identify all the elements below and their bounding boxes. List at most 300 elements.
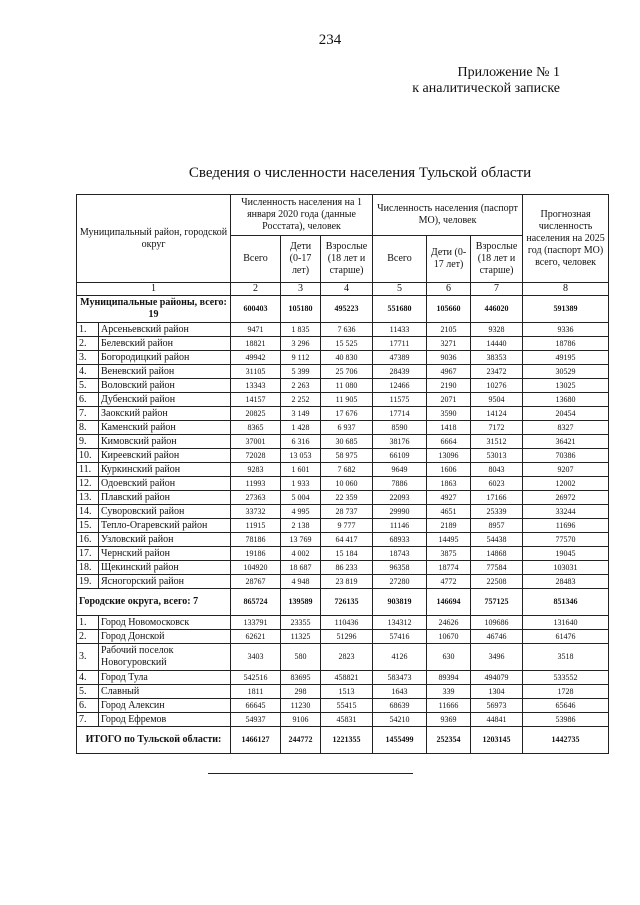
row-value: 1418 — [427, 421, 471, 435]
row-value: 27280 — [373, 575, 427, 589]
row-value: 15 184 — [321, 547, 373, 561]
row-value: 9283 — [231, 463, 281, 477]
row-value: 17714 — [373, 407, 427, 421]
row-value: 11230 — [281, 699, 321, 713]
row-name: Узловский район — [99, 533, 231, 547]
row-name: Ясногорский район — [99, 575, 231, 589]
summary-value: 600403 — [231, 296, 281, 323]
row-value: 8590 — [373, 421, 427, 435]
summary-row — [77, 589, 609, 616]
row-value: 53986 — [523, 713, 609, 727]
row-value: 68933 — [373, 533, 427, 547]
row-value: 17166 — [471, 491, 523, 505]
summary-value: 1221355 — [321, 727, 373, 754]
row-value: 23355 — [281, 616, 321, 630]
row-value: 2 263 — [281, 379, 321, 393]
page-number: 234 — [318, 32, 342, 48]
row-name: Город Донской — [99, 630, 231, 644]
summary-value: 1455499 — [373, 727, 427, 754]
header-passport-children: Дети (0-17 лет) — [427, 236, 471, 283]
row-value: 37001 — [231, 435, 281, 449]
row-value: 28767 — [231, 575, 281, 589]
row-name: Плавский район — [99, 491, 231, 505]
row-value: 583473 — [373, 671, 427, 685]
table-row — [77, 630, 609, 644]
summary-value: 105180 — [281, 296, 321, 323]
row-index: 2. — [77, 630, 99, 644]
table-row — [77, 323, 609, 337]
row-value: 1863 — [427, 477, 471, 491]
table-row — [77, 519, 609, 533]
row-value: 11575 — [373, 393, 427, 407]
row-value: 54210 — [373, 713, 427, 727]
table-row — [77, 463, 609, 477]
column-number: 8 — [523, 283, 609, 296]
row-index: 13. — [77, 491, 99, 505]
table-row — [77, 407, 609, 421]
row-name: Город Новомосковск — [99, 616, 231, 630]
row-value: 51296 — [321, 630, 373, 644]
row-value: 104920 — [231, 561, 281, 575]
summary-value: 495223 — [321, 296, 373, 323]
row-name: Рабочий поселок Новогуровский — [99, 644, 231, 671]
header-rosstat-total: Всего — [231, 236, 281, 283]
row-value: 14124 — [471, 407, 523, 421]
row-value: 6 937 — [321, 421, 373, 435]
row-index: 7. — [77, 407, 99, 421]
row-value: 3403 — [231, 644, 281, 671]
row-name: Арсеньевский район — [99, 323, 231, 337]
row-index: 19. — [77, 575, 99, 589]
row-value: 11146 — [373, 519, 427, 533]
row-value: 19045 — [523, 547, 609, 561]
row-value: 1 428 — [281, 421, 321, 435]
row-value: 533552 — [523, 671, 609, 685]
row-value: 4967 — [427, 365, 471, 379]
appendix-line-1: Приложение № 1 — [457, 65, 560, 80]
row-value: 4 948 — [281, 575, 321, 589]
table-row — [77, 421, 609, 435]
row-value: 13 053 — [281, 449, 321, 463]
row-value: 78186 — [231, 533, 281, 547]
header-forecast: Прогнозная численность населения на 2025 год (паспорт МО) всего, человек — [523, 195, 609, 283]
summary-value: 757125 — [471, 589, 523, 616]
header-district: Муниципальный район, городской округ — [77, 195, 231, 283]
row-value: 11696 — [523, 519, 609, 533]
table-row — [77, 337, 609, 351]
table-row — [77, 644, 609, 671]
row-value: 1 835 — [281, 323, 321, 337]
row-value: 494079 — [471, 671, 523, 685]
row-value: 6023 — [471, 477, 523, 491]
row-value: 3496 — [471, 644, 523, 671]
row-value: 12466 — [373, 379, 427, 393]
row-name: Богородицкий район — [99, 351, 231, 365]
row-value: 4772 — [427, 575, 471, 589]
column-number: 2 — [231, 283, 281, 296]
header-rosstat-group: Численность населения на 1 января 2020 года (данные Росстата), человек — [231, 195, 373, 236]
row-value: 14157 — [231, 393, 281, 407]
row-value: 11915 — [231, 519, 281, 533]
row-value: 46746 — [471, 630, 523, 644]
row-value: 9328 — [471, 323, 523, 337]
table-row — [77, 435, 609, 449]
row-value: 9106 — [281, 713, 321, 727]
row-value: 542516 — [231, 671, 281, 685]
table-row — [77, 449, 609, 463]
summary-value: 1442735 — [523, 727, 609, 754]
row-value: 14495 — [427, 533, 471, 547]
row-name: Город Ефремов — [99, 713, 231, 727]
row-value: 11666 — [427, 699, 471, 713]
row-value: 12002 — [523, 477, 609, 491]
row-value: 62621 — [231, 630, 281, 644]
row-value: 17711 — [373, 337, 427, 351]
row-value: 57416 — [373, 630, 427, 644]
table-row — [77, 491, 609, 505]
appendix-line-2: к аналитической записке — [412, 81, 560, 96]
row-name: Дубенский район — [99, 393, 231, 407]
summary-row — [77, 727, 609, 754]
row-value: 54937 — [231, 713, 281, 727]
summary-value: 244772 — [281, 727, 321, 754]
row-value: 70386 — [523, 449, 609, 463]
row-value: 3 149 — [281, 407, 321, 421]
row-value: 22508 — [471, 575, 523, 589]
row-index: 12. — [77, 477, 99, 491]
row-value: 44841 — [471, 713, 523, 727]
row-value: 1606 — [427, 463, 471, 477]
row-value: 11 080 — [321, 379, 373, 393]
header-passport-total: Всего — [373, 236, 427, 283]
row-name: Веневский район — [99, 365, 231, 379]
row-index: 3. — [77, 644, 99, 671]
row-value: 19186 — [231, 547, 281, 561]
row-name: Белевский район — [99, 337, 231, 351]
row-value: 18743 — [373, 547, 427, 561]
row-value: 25 706 — [321, 365, 373, 379]
row-value: 30529 — [523, 365, 609, 379]
column-number: 3 — [281, 283, 321, 296]
row-value: 3590 — [427, 407, 471, 421]
column-number: 7 — [471, 283, 523, 296]
row-value: 1811 — [231, 685, 281, 699]
row-value: 109686 — [471, 616, 523, 630]
row-value: 20454 — [523, 407, 609, 421]
summary-value: 903819 — [373, 589, 427, 616]
row-value: 4651 — [427, 505, 471, 519]
row-name: Славный — [99, 685, 231, 699]
row-value: 40 830 — [321, 351, 373, 365]
table-row — [77, 671, 609, 685]
header-rosstat-adults: Взрослые (18 лет и старше) — [321, 236, 373, 283]
row-value: 11 905 — [321, 393, 373, 407]
row-value: 3 296 — [281, 337, 321, 351]
table-row — [77, 575, 609, 589]
row-value: 7172 — [471, 421, 523, 435]
row-value: 9336 — [523, 323, 609, 337]
row-value: 10670 — [427, 630, 471, 644]
row-value: 31512 — [471, 435, 523, 449]
row-value: 77570 — [523, 533, 609, 547]
table-row — [77, 616, 609, 630]
summary-value: 252354 — [427, 727, 471, 754]
row-index: 6. — [77, 699, 99, 713]
row-value: 89394 — [427, 671, 471, 685]
column-number: 4 — [321, 283, 373, 296]
summary-label: Городские округа, всего: 7 — [77, 589, 231, 616]
row-value: 31105 — [231, 365, 281, 379]
row-value: 18774 — [427, 561, 471, 575]
summary-value: 851346 — [523, 589, 609, 616]
row-name: Воловский район — [99, 379, 231, 393]
row-value: 18821 — [231, 337, 281, 351]
row-index: 8. — [77, 421, 99, 435]
row-value: 6 316 — [281, 435, 321, 449]
row-value: 1 601 — [281, 463, 321, 477]
row-value: 49942 — [231, 351, 281, 365]
table-row — [77, 713, 609, 727]
row-value: 9 777 — [321, 519, 373, 533]
row-value: 30 685 — [321, 435, 373, 449]
row-value: 4 995 — [281, 505, 321, 519]
row-value: 5 399 — [281, 365, 321, 379]
row-index: 10. — [77, 449, 99, 463]
row-value: 28439 — [373, 365, 427, 379]
row-value: 17 676 — [321, 407, 373, 421]
row-value: 2190 — [427, 379, 471, 393]
row-value: 103031 — [523, 561, 609, 575]
row-value: 96358 — [373, 561, 427, 575]
row-value: 458821 — [321, 671, 373, 685]
summary-value: 139589 — [281, 589, 321, 616]
row-value: 36421 — [523, 435, 609, 449]
row-value: 7 636 — [321, 323, 373, 337]
row-value: 10 060 — [321, 477, 373, 491]
row-value: 13680 — [523, 393, 609, 407]
table-row — [77, 351, 609, 365]
row-index: 16. — [77, 533, 99, 547]
row-index: 18. — [77, 561, 99, 575]
row-value: 86 233 — [321, 561, 373, 575]
row-value: 1643 — [373, 685, 427, 699]
row-index: 1. — [77, 323, 99, 337]
table-row — [77, 505, 609, 519]
row-name: Чернский район — [99, 547, 231, 561]
row-value: 55415 — [321, 699, 373, 713]
table-row — [77, 533, 609, 547]
row-name: Заокский район — [99, 407, 231, 421]
row-value: 110436 — [321, 616, 373, 630]
row-value: 33244 — [523, 505, 609, 519]
row-value: 2 252 — [281, 393, 321, 407]
row-name: Киреевский район — [99, 449, 231, 463]
row-value: 28 737 — [321, 505, 373, 519]
row-value: 4927 — [427, 491, 471, 505]
row-value: 47389 — [373, 351, 427, 365]
row-value: 68639 — [373, 699, 427, 713]
row-value: 83695 — [281, 671, 321, 685]
header-rosstat-children: Дети (0-17 лет) — [281, 236, 321, 283]
row-value: 49195 — [523, 351, 609, 365]
row-value: 54438 — [471, 533, 523, 547]
column-number: 1 — [77, 283, 231, 296]
summary-value: 1466127 — [231, 727, 281, 754]
row-value: 9471 — [231, 323, 281, 337]
row-value: 23472 — [471, 365, 523, 379]
row-value: 3518 — [523, 644, 609, 671]
row-value: 38176 — [373, 435, 427, 449]
appendix-note — [340, 65, 560, 97]
row-value: 66109 — [373, 449, 427, 463]
row-value: 1304 — [471, 685, 523, 699]
row-value: 339 — [427, 685, 471, 699]
row-value: 3875 — [427, 547, 471, 561]
summary-value: 551680 — [373, 296, 427, 323]
row-value: 56973 — [471, 699, 523, 713]
row-value: 9036 — [427, 351, 471, 365]
row-index: 11. — [77, 463, 99, 477]
header-passport-adults: Взрослые (18 лет и старше) — [471, 236, 523, 283]
row-value: 64 417 — [321, 533, 373, 547]
row-value: 6664 — [427, 435, 471, 449]
row-name: Одоевский район — [99, 477, 231, 491]
row-value: 22093 — [373, 491, 427, 505]
row-index: 15. — [77, 519, 99, 533]
table-row — [77, 685, 609, 699]
row-name: Куркинский район — [99, 463, 231, 477]
summary-label: ИТОГО по Тульской области: — [77, 727, 231, 754]
row-value: 4 002 — [281, 547, 321, 561]
row-value: 630 — [427, 644, 471, 671]
row-value: 8365 — [231, 421, 281, 435]
row-value: 13343 — [231, 379, 281, 393]
row-value: 45831 — [321, 713, 373, 727]
column-number: 5 — [373, 283, 427, 296]
row-value: 1728 — [523, 685, 609, 699]
row-value: 14868 — [471, 547, 523, 561]
row-value: 9369 — [427, 713, 471, 727]
row-value: 26972 — [523, 491, 609, 505]
row-value: 29990 — [373, 505, 427, 519]
row-value: 9649 — [373, 463, 427, 477]
row-value: 298 — [281, 685, 321, 699]
row-value: 2189 — [427, 519, 471, 533]
row-value: 77584 — [471, 561, 523, 575]
row-index: 7. — [77, 713, 99, 727]
column-number-row — [77, 283, 609, 296]
row-index: 4. — [77, 671, 99, 685]
row-value: 8957 — [471, 519, 523, 533]
row-value: 72028 — [231, 449, 281, 463]
row-value: 27363 — [231, 491, 281, 505]
table-row — [77, 379, 609, 393]
summary-label: Муниципальные районы, всего: 19 — [77, 296, 231, 323]
row-value: 58 975 — [321, 449, 373, 463]
summary-value: 726135 — [321, 589, 373, 616]
row-value: 11325 — [281, 630, 321, 644]
row-value: 133791 — [231, 616, 281, 630]
row-index: 3. — [77, 351, 99, 365]
row-value: 134312 — [373, 616, 427, 630]
table-row — [77, 393, 609, 407]
row-value: 15 525 — [321, 337, 373, 351]
row-value: 65646 — [523, 699, 609, 713]
row-name: Кимовский район — [99, 435, 231, 449]
row-value: 11433 — [373, 323, 427, 337]
summary-row — [77, 296, 609, 323]
summary-value: 146694 — [427, 589, 471, 616]
column-number: 6 — [427, 283, 471, 296]
row-value: 9207 — [523, 463, 609, 477]
table-row — [77, 699, 609, 713]
table-row — [77, 547, 609, 561]
row-name: Город Алексин — [99, 699, 231, 713]
row-value: 1 933 — [281, 477, 321, 491]
row-value: 13096 — [427, 449, 471, 463]
row-value: 8327 — [523, 421, 609, 435]
row-index: 4. — [77, 365, 99, 379]
summary-value: 591389 — [523, 296, 609, 323]
row-value: 7 682 — [321, 463, 373, 477]
row-value: 18786 — [523, 337, 609, 351]
row-value: 18 687 — [281, 561, 321, 575]
row-index: 5. — [77, 379, 99, 393]
row-index: 2. — [77, 337, 99, 351]
table-row — [77, 365, 609, 379]
row-value: 61476 — [523, 630, 609, 644]
row-value: 2071 — [427, 393, 471, 407]
signature-line — [208, 773, 413, 774]
row-value: 25339 — [471, 505, 523, 519]
row-value: 24626 — [427, 616, 471, 630]
row-value: 3271 — [427, 337, 471, 351]
row-value: 13025 — [523, 379, 609, 393]
row-name: Щекинский район — [99, 561, 231, 575]
row-value: 10276 — [471, 379, 523, 393]
row-value: 20825 — [231, 407, 281, 421]
row-value: 2105 — [427, 323, 471, 337]
row-value: 53013 — [471, 449, 523, 463]
summary-value: 446020 — [471, 296, 523, 323]
row-value: 9 112 — [281, 351, 321, 365]
row-index: 9. — [77, 435, 99, 449]
row-index: 6. — [77, 393, 99, 407]
row-value: 14440 — [471, 337, 523, 351]
row-name: Тепло-Огаревский район — [99, 519, 231, 533]
row-value: 66645 — [231, 699, 281, 713]
row-value: 38353 — [471, 351, 523, 365]
row-value: 580 — [281, 644, 321, 671]
summary-value: 105660 — [427, 296, 471, 323]
row-value: 5 004 — [281, 491, 321, 505]
table-header — [77, 195, 609, 296]
row-value: 2 138 — [281, 519, 321, 533]
row-value: 8043 — [471, 463, 523, 477]
row-value: 7886 — [373, 477, 427, 491]
row-value: 33732 — [231, 505, 281, 519]
row-value: 1513 — [321, 685, 373, 699]
row-value: 13 769 — [281, 533, 321, 547]
row-index: 1. — [77, 616, 99, 630]
row-name: Суворовский район — [99, 505, 231, 519]
document-title: Сведения о численности населения Тульской области — [188, 165, 532, 181]
summary-value: 1203145 — [471, 727, 523, 754]
row-value: 131640 — [523, 616, 609, 630]
population-table — [76, 194, 609, 754]
row-name: Каменский район — [99, 421, 231, 435]
table-row — [77, 561, 609, 575]
